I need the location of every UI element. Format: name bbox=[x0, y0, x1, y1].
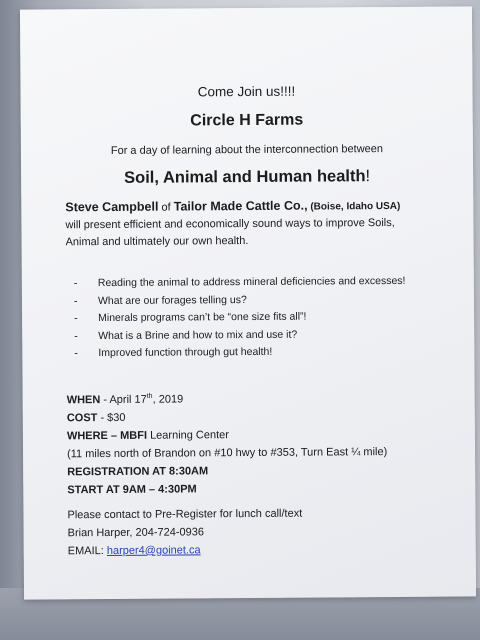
where-line bbox=[67, 425, 387, 445]
speaker-company: Tailor Made Cattle Co., bbox=[173, 198, 308, 214]
topic-text: Soil, Animal and Human health bbox=[124, 167, 366, 187]
list-item bbox=[74, 273, 406, 293]
cost-value: - $30 bbox=[97, 411, 126, 425]
email-link[interactable]: harper4@goinet.ca bbox=[106, 544, 201, 557]
start-time: START AT 9AM – 4:30PM bbox=[67, 483, 197, 497]
contact-block bbox=[67, 505, 302, 561]
registration-time: REGISTRATION AT 8:30AM bbox=[67, 465, 209, 479]
when-value: - April 17 bbox=[100, 393, 147, 407]
contact-line-1: Please contact to Pre-Register for lunch call/text bbox=[67, 507, 303, 522]
event-details bbox=[67, 389, 388, 499]
bullet-marker: - bbox=[74, 312, 78, 325]
farm-name: Circle H Farms bbox=[190, 111, 304, 130]
list-item bbox=[74, 290, 406, 310]
invitation-line: Come Join us!!!! bbox=[197, 83, 296, 100]
speaker-line bbox=[65, 197, 455, 218]
bullet-marker: - bbox=[73, 294, 78, 307]
where-value: Learning Center bbox=[146, 429, 229, 442]
directions: (11 miles north of Brandon on #10 hwy to #353, Turn East ¼ mile) bbox=[67, 446, 388, 461]
speaker-of: of bbox=[158, 201, 174, 214]
bullet-text: Reading the animal to address mineral deficiencies and excesses! bbox=[97, 274, 406, 290]
when-line bbox=[67, 389, 387, 409]
speaker-location: (Boise, Idaho USA) bbox=[307, 200, 401, 213]
list-item bbox=[74, 325, 406, 345]
bullet-text: Minerals programs can’t be “one size fits all”! bbox=[98, 310, 307, 325]
speaker-name: Steve Campbell bbox=[65, 199, 159, 215]
speaker-desc-1: will present efficient and economically sound ways to improve Soils, bbox=[65, 216, 395, 232]
email-label: EMAIL: bbox=[67, 544, 107, 558]
bullet-marker: - bbox=[74, 329, 78, 342]
when-year: , 2019 bbox=[152, 393, 184, 406]
speaker-block bbox=[65, 197, 455, 252]
speaker-desc-2: Animal and ultimately our own health. bbox=[65, 234, 249, 249]
bullet-marker: - bbox=[73, 277, 78, 290]
list-item bbox=[74, 308, 406, 328]
contact-line-2: Brian Harper, 204-724-0936 bbox=[67, 526, 205, 540]
when-label: WHEN bbox=[66, 394, 101, 407]
cost-label: COST bbox=[66, 412, 98, 425]
cost-line bbox=[67, 407, 387, 427]
bullet-marker: - bbox=[74, 347, 78, 360]
bullet-text: Improved function through gut health! bbox=[98, 345, 273, 360]
email-line bbox=[68, 541, 303, 561]
topic-bang: ! bbox=[365, 167, 371, 186]
topics-list bbox=[74, 273, 406, 363]
flyer-paper bbox=[20, 6, 476, 599]
bullet-text: What is a Brine and how to mix and use it? bbox=[98, 328, 298, 342]
intro-line: For a day of learning about the interconnection between bbox=[110, 143, 384, 157]
when-suffix: th bbox=[146, 393, 153, 401]
bullet-text: What are our forages telling us? bbox=[97, 293, 247, 307]
list-item bbox=[74, 343, 406, 363]
where-label: WHERE – MBFI bbox=[66, 429, 148, 443]
topic-title bbox=[21, 166, 473, 188]
